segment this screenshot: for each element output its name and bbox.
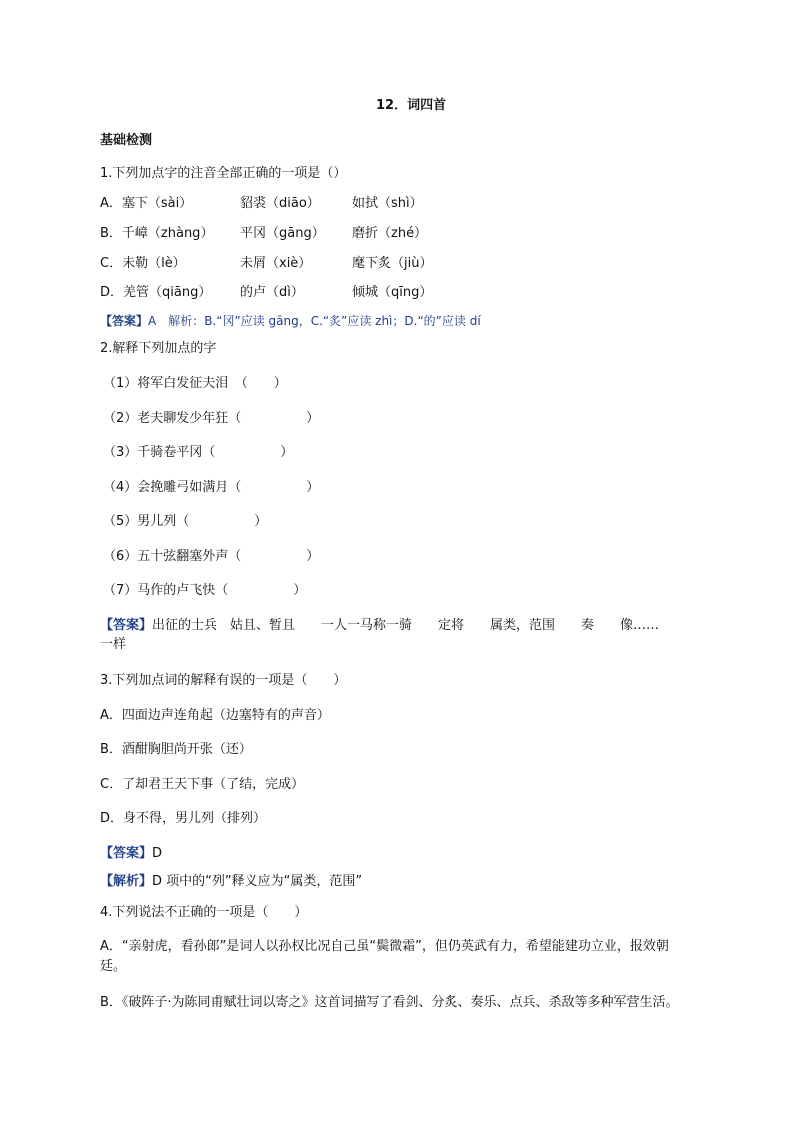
q1-row-a-col3: 如拭（shì） [352, 196, 423, 211]
q2-item-3: （3）千骑卷平冈（ ） [103, 445, 294, 460]
q3-option-b: B．酒酣胸胆尚开张（还） [100, 742, 252, 757]
q1-row-d-col3: 倾城（qīng） [352, 285, 433, 300]
analysis-text: D 项中的“列”释义应为“属类，范围” [152, 874, 363, 889]
q1-stem: 1.下列加点字的注音全部正确的一项是（） [100, 166, 347, 181]
q4-stem: 4.下列说法不正确的一项是（ ） [100, 905, 308, 920]
q2-item-7: （7）马作的卢飞快（ ） [103, 583, 307, 598]
q2-answer [100, 617, 659, 635]
q1-answer [100, 312, 481, 330]
q1-row-b-col1: B．千嶂（zhàng） [100, 226, 214, 241]
q1-row-c-col2: 未屑（xiè） [240, 256, 312, 271]
q2-stem: 2.解释下列加点的字 [100, 341, 217, 356]
q3-analysis [100, 873, 362, 891]
answer-tag: 【答案】 [100, 314, 149, 328]
q4-option-b: B．《破阵子·为陈同甫赋壮词以寄之》这首词描写了看剑、分炙、奏乐、点兵、杀敌等多种军营生活。 [100, 995, 679, 1010]
q3-stem: 3.下列加点词的解释有误的一项是（ ） [100, 673, 347, 688]
q2-item-1: （1）将军白发征夫泪 （ ） [103, 376, 287, 391]
q1-row-d-col2: 的卢（dì） [240, 285, 304, 300]
q2-item-5: （5）男儿列（ ） [103, 514, 268, 529]
answer-text: D [152, 846, 163, 861]
q1-row-d-col1: D．羌管（qiāng） [100, 285, 212, 300]
answer-text: 出征的士兵 姑且、暂且 一人一马称一骑 定将 属类，范围 奏 像…… [152, 618, 660, 633]
q1-row-b-col3: 磨折（zhé） [352, 226, 428, 241]
q3-option-d: D．身不得，男儿列（排列） [100, 811, 267, 826]
page-title: 12．词四首 [376, 98, 447, 113]
q1-row-a-col1: A．塞下（sài） [100, 196, 193, 211]
q3-answer [100, 845, 162, 863]
q2-answer-continued: 一样 [100, 637, 127, 652]
q2-item-6: （6）五十弦翻塞外声（ ） [103, 549, 320, 564]
q1-row-c-col3: 麾下炙（jiù） [352, 256, 433, 271]
q2-item-4: （4）会挽雕弓如满月（ ） [103, 480, 320, 495]
q4-option-a-line1: A．“亲射虎，看孙郎”是词人以孙权比况自己虽“鬓微霜”，但仍英武有力，希望能建功立业，报效朝 [100, 939, 669, 954]
q3-option-c: C．了却君王天下事（了结，完成） [100, 777, 305, 792]
q1-row-c-col1: C．未勒（lè） [100, 256, 186, 271]
q3-option-a: A．四面边声连角起（边塞特有的声音） [100, 708, 330, 723]
answer-tag: 【答案】 [100, 618, 153, 633]
q4-option-a-line2: 廷。 [100, 959, 127, 974]
q1-row-a-col2: 貂裘（diāo） [240, 196, 320, 211]
analysis-tag: 【解析】 [100, 874, 153, 889]
answer-tag: 【答案】 [100, 846, 153, 861]
answer-text: A 解析：B.“冈”应读 gāng，C.“炙”应读 zhì；D.“的”应读 dí [148, 314, 481, 328]
q2-item-2: （2）老夫聊发少年狂（ ） [103, 411, 320, 426]
q1-row-b-col2: 平冈（gāng） [240, 226, 325, 241]
section-heading: 基础检测 [100, 133, 153, 148]
